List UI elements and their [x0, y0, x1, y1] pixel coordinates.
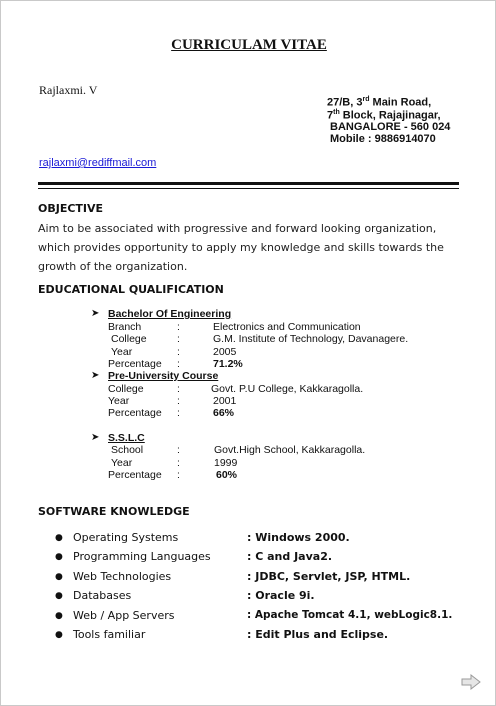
edu-label: School: [111, 444, 144, 456]
edu-colon: :: [177, 444, 180, 456]
skill-value: : C and Java2.: [247, 550, 333, 563]
edu-value: Electronics and Communication: [213, 321, 361, 333]
objective-heading: OBJECTIVE: [38, 202, 104, 215]
email-link[interactable]: rajlaxmi@rediffmail.com: [39, 157, 157, 169]
skill-value: : Oracle 9i.: [247, 589, 315, 602]
address-line-3: BANGALORE - 560 024: [330, 121, 451, 133]
mobile-number: Mobile : 9886914070: [330, 133, 436, 145]
edu-value: G.M. Institute of Technology, Davanagere.: [213, 333, 409, 345]
edu-label: Percentage: [108, 469, 162, 481]
edu-colon: :: [177, 321, 180, 333]
next-arrow-icon[interactable]: [461, 674, 481, 690]
edu-colon: :: [177, 395, 180, 407]
edu-value: 66%: [213, 407, 235, 419]
skill-label: Tools familiar: [73, 628, 146, 641]
divider-thin: [38, 188, 459, 189]
skill-value: : Windows 2000.: [247, 531, 350, 544]
objective-line-1: Aim to be associated with progressive and forward looking organization,: [38, 222, 437, 235]
skill-label: Operating Systems: [73, 531, 179, 544]
edu-value: 71.2%: [213, 358, 243, 370]
edu-colon: :: [177, 407, 180, 419]
skill-value: : JDBC, Servlet, JSP, HTML.: [247, 570, 411, 583]
arrow-bullet-icon: ➤: [91, 370, 100, 381]
address-line-2: 7th Block, Rajajinagar,: [327, 109, 441, 122]
edu-value: 60%: [216, 469, 238, 481]
bullet-icon: ●: [55, 611, 63, 621]
objective-line-2: which provides opportunity to apply my knowledge and skills towards the: [38, 241, 444, 254]
education-heading: EDUCATIONAL QUALIFICATION: [38, 283, 224, 296]
skill-value: : Apache Tomcat 4.1, webLogic8.1.: [247, 609, 453, 621]
skill-label: Web / App Servers: [73, 609, 175, 622]
edu-colon: :: [177, 469, 180, 481]
edu-value: 1999: [214, 457, 238, 469]
address-line-1: 27/B, 3rd Main Road,: [327, 96, 432, 109]
edu-colon: :: [177, 358, 180, 370]
edu-colon: :: [177, 457, 180, 469]
edu-value: Govt. P.U College, Kakkaragolla.: [211, 383, 364, 395]
degree-sslc-title: S.S.L.C: [108, 432, 145, 444]
edu-label: Year: [111, 346, 133, 358]
candidate-name: Rajlaxmi. V: [39, 83, 98, 97]
edu-colon: :: [177, 346, 180, 358]
arrow-bullet-icon: ➤: [91, 308, 100, 319]
bullet-icon: ●: [55, 630, 63, 640]
edu-label: Year: [108, 395, 130, 407]
bullet-icon: ●: [55, 572, 63, 582]
bullet-icon: ●: [55, 591, 63, 601]
arrow-bullet-icon: ➤: [91, 432, 100, 443]
skill-label: Databases: [73, 589, 132, 602]
edu-colon: :: [177, 383, 180, 395]
degree-puc-title: Pre-University Course: [108, 370, 219, 382]
skill-value: : Edit Plus and Eclipse.: [247, 628, 389, 641]
edu-label: Percentage: [108, 407, 162, 419]
edu-label: Percentage: [108, 358, 162, 370]
bullet-icon: ●: [55, 533, 63, 543]
degree-be-title: Bachelor Of Engineering: [108, 308, 232, 320]
page-title: CURRICULAM VITAE: [171, 37, 327, 53]
divider-thick: [38, 182, 459, 185]
skill-label: Web Technologies: [73, 570, 172, 583]
edu-label: Branch: [108, 321, 142, 333]
skill-label: Programming Languages: [73, 550, 211, 563]
objective-line-3: growth of the organization.: [38, 260, 188, 273]
software-heading: SOFTWARE KNOWLEDGE: [38, 505, 190, 518]
bullet-icon: ●: [55, 552, 63, 562]
edu-label: College: [108, 383, 144, 395]
edu-label: College: [111, 333, 147, 345]
edu-value: Govt.High School, Kakkaragolla.: [214, 444, 366, 456]
edu-colon: :: [177, 333, 180, 345]
edu-value: 2001: [213, 395, 237, 407]
edu-value: 2005: [213, 346, 237, 358]
edu-label: Year: [111, 457, 133, 469]
